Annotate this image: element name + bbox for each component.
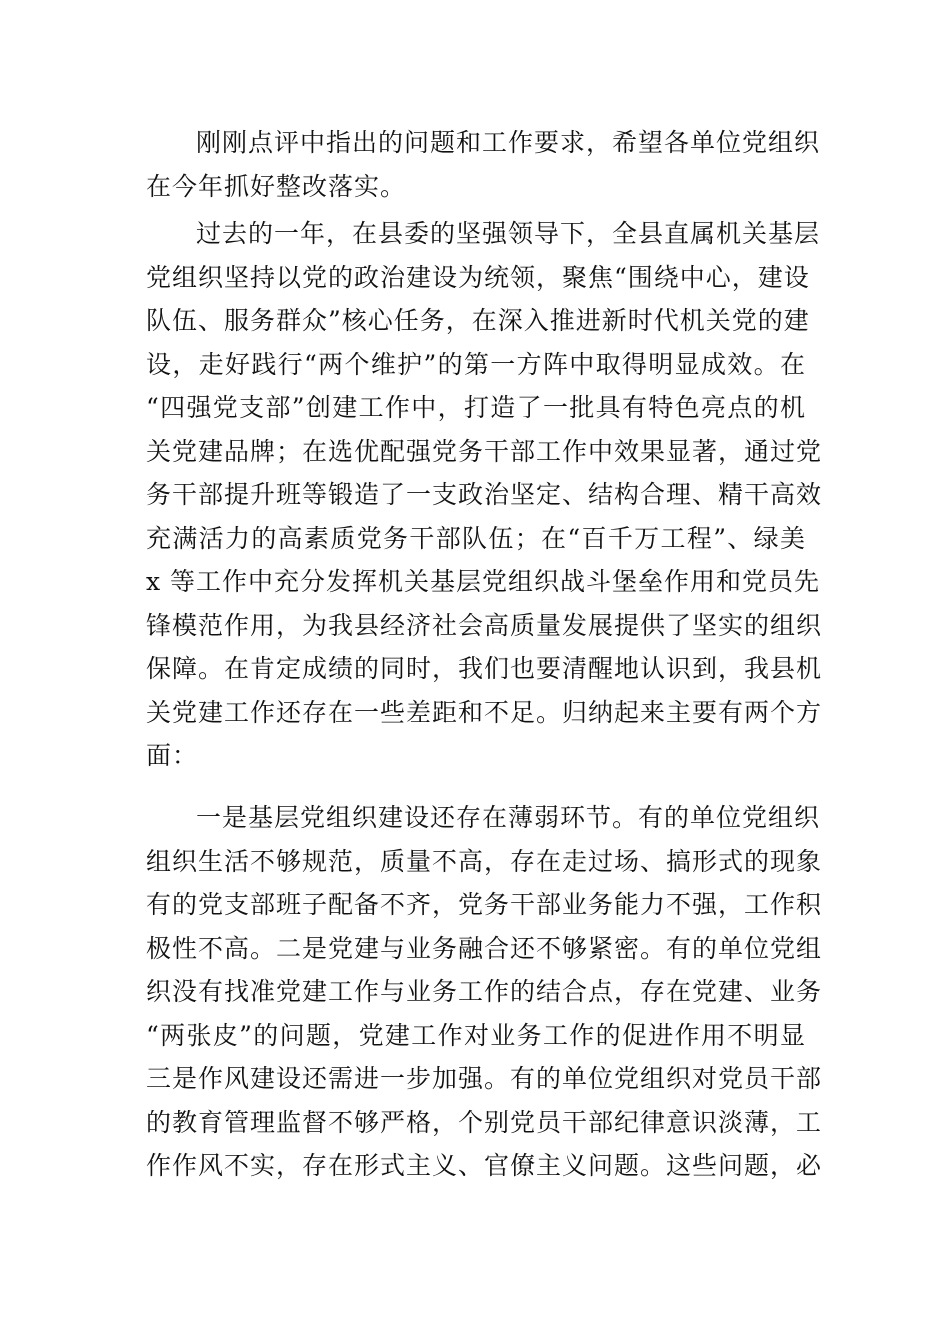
text-line: 刚刚点评中指出的问题和工作要求，希望各单位党组织 [196,128,821,157]
text-line: “两张皮”的问题，党建工作对业务工作的促进作用不明显 [146,1020,806,1050]
text-line: 关党建工作还存在一些差距和不足。归纳起来主要有两个方 [146,697,823,727]
paragraph-problems [146,796,823,1188]
text-line: 党组织坚持以党的政治建设为统领，聚焦“围绕中心，建设 [146,262,810,292]
text-line: 保障。在肯定成绩的同时，我们也要清醒地认识到，我县机 [146,654,823,683]
text-line: 一是基层党组织建设还存在薄弱环节。有的单位党组织 [196,803,821,832]
paragraph-rectification [146,121,821,208]
paragraph-past-year-review [146,212,823,778]
text-line: 过去的一年，在县委的坚强领导下，全县直属机关基层 [196,219,821,248]
text-line: 组织生活不够规范，质量不高，存在走过场、搞形式的现象 [146,846,823,876]
text-line: 在今年抓好整改落实。 [146,171,407,201]
text-line: “四强党支部”创建工作中，打造了一批具有特色亮点的机 [146,393,806,422]
text-line: 充满活力的高素质党务干部队伍；在“百千万工程”、绿美 [146,523,806,553]
text-line: 织没有找准党建工作与业务工作的结合点，存在党建、业务 [146,977,823,1006]
text-line: 队伍、服务群众”核心任务，在深入推进新时代机关党的建 [146,306,810,335]
text-line: 的教育管理监督不够严格，个别党员干部纪律意识淡薄，工 [146,1107,823,1137]
text-line: 设，走好践行“两个维护”的第一方阵中取得明显成效。在 [146,349,806,379]
text-line: 面： [146,741,199,770]
text-line: 极性不高。二是党建与业务融合还不够紧密。有的单位党组 [146,933,823,963]
text-line: 有的党支部班子配备不齐，党务干部业务能力不强，工作积 [146,890,823,919]
text-line: 三是作风建设还需进一步加强。有的单位党组织对党员干部 [146,1064,823,1093]
text-line: x 等工作中充分发挥机关基层党组织战斗堡垒作用和党员先 [146,567,821,596]
text-line: 务干部提升班等锻造了一支政治坚定、结构合理、精干高效 [146,480,823,509]
text-line: 锋模范作用，为我县经济社会高质量发展提供了坚实的组织 [146,610,823,640]
text-line: 作作风不实，存在形式主义、官僚主义问题。这些问题，必 [146,1151,823,1180]
text-line: 关党建品牌；在选优配强党务干部工作中效果显著，通过党 [146,436,823,466]
